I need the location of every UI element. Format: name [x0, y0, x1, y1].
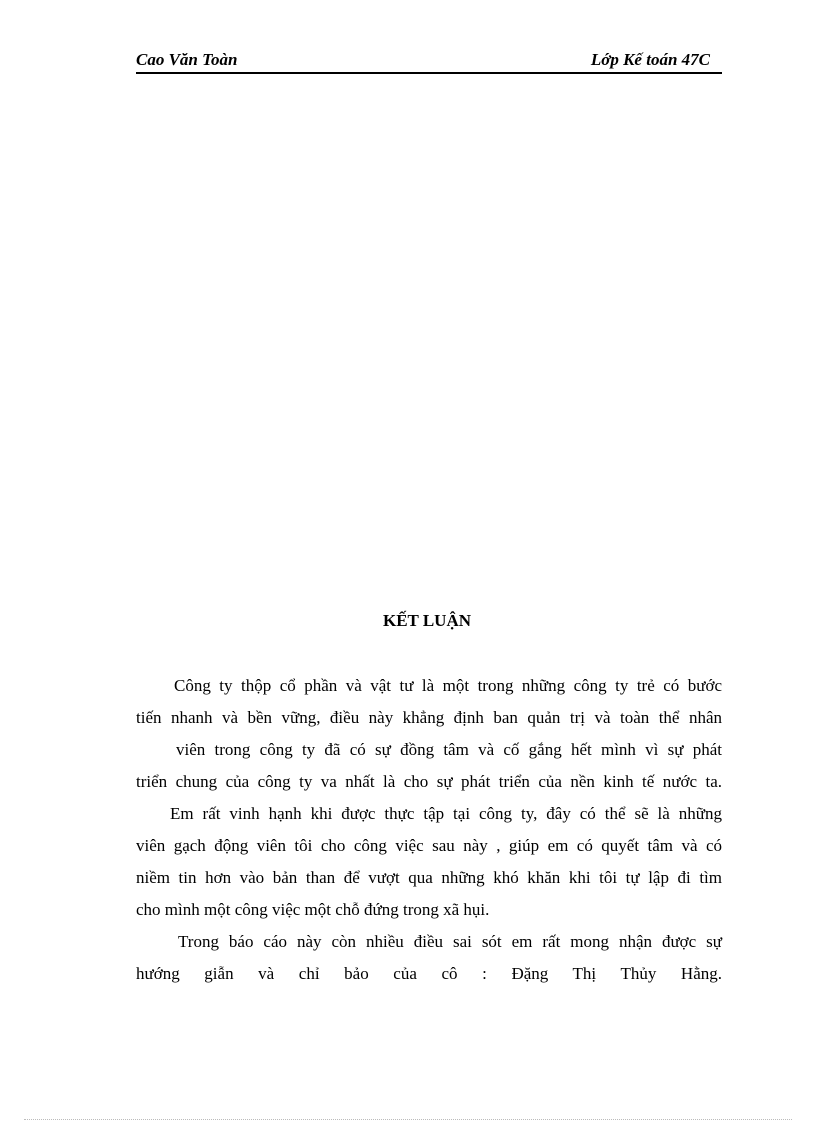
body-line: Em rất vinh hạnh khi được thực tập tại công ty, đây có thể sẽ là những — [170, 804, 722, 823]
footer-divider — [24, 1119, 792, 1120]
conclusion-body — [136, 674, 722, 994]
body-line: cho mình một công việc một chỗ đứng trong xã hụi. — [136, 900, 490, 919]
header-author: Cao Văn Toàn — [136, 50, 238, 69]
body-line: hướng giẫn và chỉ bảo của cô : Đặng Thị Thủy Hằng. — [136, 964, 722, 983]
body-line: niềm tin hơn vào bản than để vượt qua những khó khăn khi tôi tự lập đi tìm — [136, 868, 722, 887]
header-class: Lớp Kế toán 47C — [590, 50, 710, 69]
body-line: triển chung của công ty va nhất là cho sự phát triển của nền kinh tế nước ta. — [136, 772, 722, 791]
body-line: tiến nhanh và bền vững, điều này khẳng định ban quản trị và toàn thể nhân — [136, 708, 722, 727]
body-line: Công ty thộp cổ phần và vật tư là một trong những công ty trẻ có bước — [174, 676, 722, 695]
body-line: viên gạch động viên tôi cho công việc sau này , giúp em có quyết tâm và có — [136, 836, 722, 855]
page-title: KẾT LUẬN — [382, 611, 471, 630]
body-line: viên trong công ty đã có sự đồng tâm và cố gắng hết mình vì sự phát — [176, 740, 722, 759]
body-line: Trong báo cáo này còn nhiều điều sai sót em rất mong nhận được sự — [178, 932, 722, 951]
page-header — [136, 50, 722, 74]
